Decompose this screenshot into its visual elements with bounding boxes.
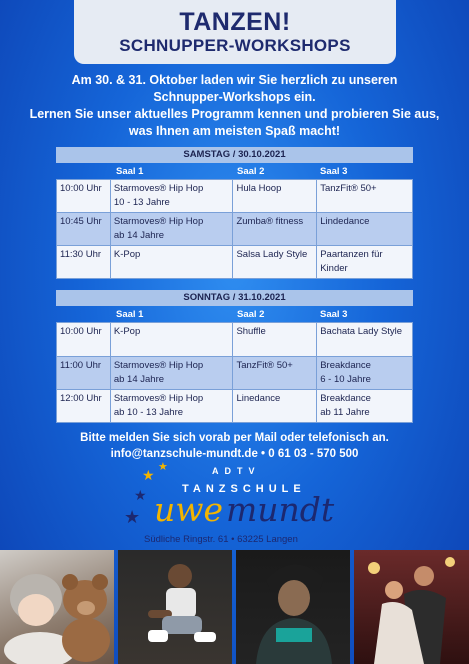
column-header: Saal 2: [237, 166, 265, 177]
course-cell: Shuffle: [233, 323, 317, 357]
baby-teddy-illustration: [0, 550, 114, 664]
schedule-table: [56, 322, 413, 423]
course-cell: TanzFit® 50+: [233, 357, 317, 390]
table-row: [57, 213, 413, 246]
course-cell: K-Pop: [110, 323, 233, 357]
page-title: TANZEN!: [179, 8, 291, 36]
logo-uwe: uwe: [154, 490, 224, 529]
day-header: SAMSTAG / 30.10.2021: [56, 147, 413, 163]
column-header: Saal 1: [116, 309, 144, 320]
course-cell: Zumba® fitness: [233, 213, 317, 246]
star-icon: ★: [124, 507, 141, 527]
course-cell: Lindedance: [317, 213, 413, 246]
column-header: Saal 3: [320, 309, 348, 320]
photo-breakdancer: [118, 550, 232, 664]
course-cell: Starmoves® Hip Hop ab 14 Jahre: [110, 357, 233, 390]
logo-adtv: ADTV: [212, 466, 261, 476]
course-cell: Starmoves® Hip Hop ab 14 Jahre: [110, 213, 233, 246]
course-cell: Paartanzen für Kinder: [317, 246, 413, 279]
time-cell: 11:30 Uhr: [57, 246, 111, 279]
column-headers: [56, 163, 413, 179]
course-cell: Hula Hoop: [233, 180, 317, 213]
contact-details[interactable]: info@tanzschule-mundt.de • 0 61 03 - 570 500: [110, 448, 359, 460]
school-logo: [120, 461, 360, 548]
day-header: SONNTAG / 31.10.2021: [56, 290, 413, 306]
page-subtitle: SCHNUPPER-WORKSHOPS: [119, 36, 351, 55]
course-cell: Bachata Lady Style: [317, 323, 413, 357]
intro-line: Schnupper-Workshops ein.: [153, 90, 316, 104]
course-cell: K-Pop: [110, 246, 233, 279]
table-row: [57, 390, 413, 423]
column-header: Saal 2: [237, 309, 265, 320]
time-cell: 10:00 Uhr: [57, 180, 111, 213]
star-icon: ★: [134, 487, 147, 503]
star-icon: ★: [158, 461, 168, 473]
course-cell: Salsa Lady Style: [233, 246, 317, 279]
logo-tanzschule: TANZSCHULE: [182, 483, 306, 495]
column-headers: [56, 306, 413, 322]
schedule-saturday: [56, 147, 413, 279]
intro-text: [0, 72, 469, 140]
course-cell: Starmoves® Hip Hop 10 - 13 Jahre: [110, 180, 233, 213]
intro-line: was Ihnen am meisten Spaß macht!: [128, 124, 341, 138]
time-cell: 10:00 Uhr: [57, 323, 111, 357]
schedule-table: [56, 179, 413, 279]
address: Südliche Ringstr. 61 • 63225 Langen: [144, 534, 298, 545]
table-row: [57, 180, 413, 213]
photo-hiphop-dancer: [236, 550, 350, 664]
header-banner: [74, 0, 396, 64]
star-icon: ★: [142, 467, 155, 483]
photo-baby-teddy: [0, 550, 114, 664]
breakdancer-illustration: [118, 550, 232, 664]
time-cell: 11:00 Uhr: [57, 357, 111, 390]
schedule-sunday: [56, 290, 413, 423]
couple-dancing-illustration: [354, 550, 469, 664]
column-header: Saal 1: [116, 166, 144, 177]
time-cell: 12:00 Uhr: [57, 390, 111, 423]
table-row: [57, 246, 413, 279]
course-cell: TanzFit® 50+: [317, 180, 413, 213]
time-cell: 10:45 Uhr: [57, 213, 111, 246]
logo-mundt: mundt: [226, 490, 335, 529]
hiphop-dancer-illustration: [236, 550, 350, 664]
intro-line: Lernen Sie unser aktuelles Programm kennen und probieren Sie aus,: [29, 107, 440, 121]
course-cell: Breakdance 6 - 10 Jahre: [317, 357, 413, 390]
intro-line: Am 30. & 31. Oktober laden wir Sie herzlich zu unseren: [71, 73, 398, 87]
table-row: [57, 357, 413, 390]
contact-note: Bitte melden Sie sich vorab per Mail oder telefonisch an.: [80, 432, 389, 444]
photo-strip: [0, 550, 469, 664]
column-header: Saal 3: [320, 166, 348, 177]
contact-info: [0, 430, 469, 462]
photo-couple-dancing: [354, 550, 469, 664]
table-row: [57, 323, 413, 357]
course-cell: Breakdance ab 11 Jahre: [317, 390, 413, 423]
course-cell: Linedance: [233, 390, 317, 423]
course-cell: Starmoves® Hip Hop ab 10 - 13 Jahre: [110, 390, 233, 423]
